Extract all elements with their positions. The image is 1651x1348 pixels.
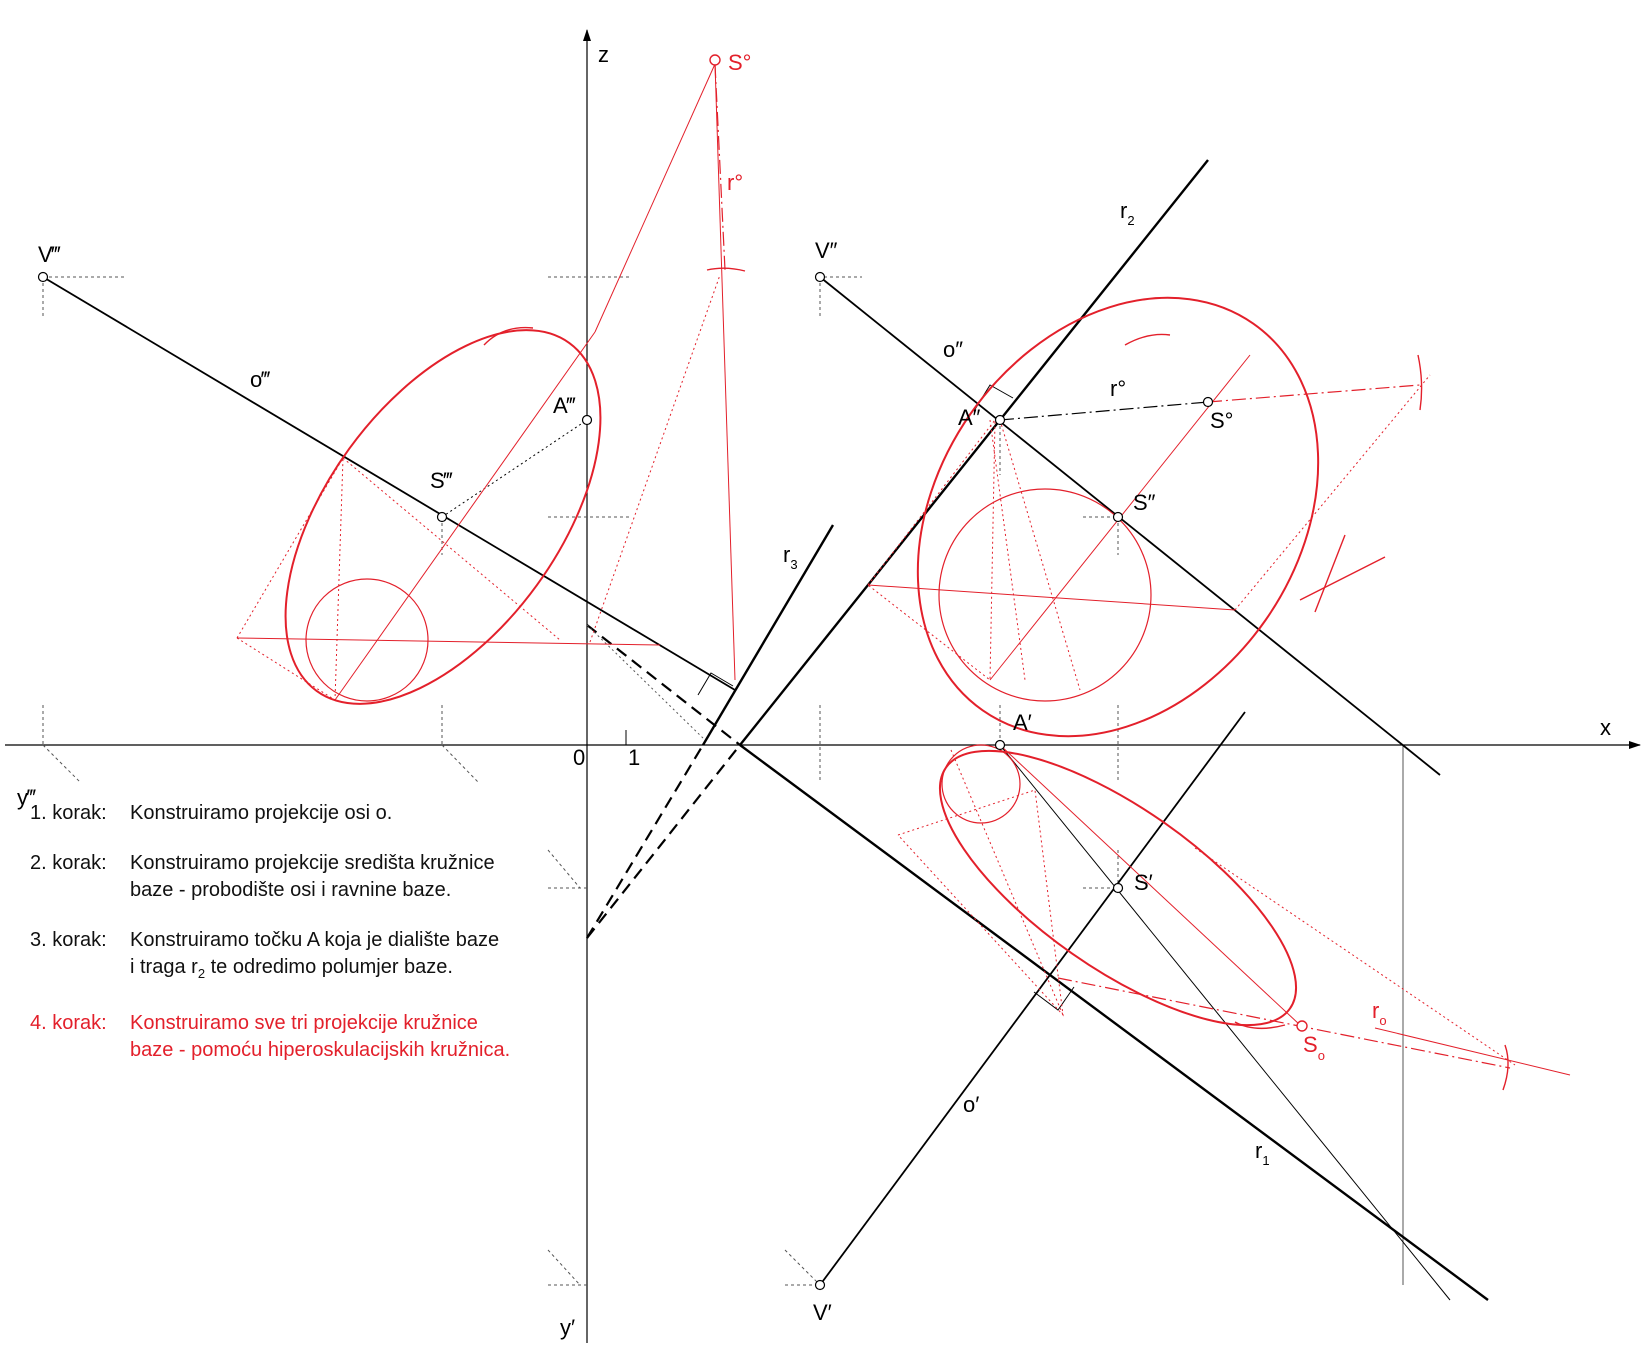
right-angle-mark-o1 <box>1034 987 1074 1010</box>
r0-front-dashdot <box>1000 402 1208 420</box>
label-S0-front: S° <box>1210 408 1234 433</box>
trace-r2 <box>740 160 1208 745</box>
label-r0-low: $r_o$ <box>1372 998 1387 1028</box>
labels <box>17 42 1611 1340</box>
label-V1: V′ <box>813 1300 832 1325</box>
black-lines <box>43 160 1488 1300</box>
label-V3: V‴ <box>38 242 61 267</box>
label-S2: S″ <box>1133 490 1156 515</box>
label-A1: A′ <box>1013 710 1032 735</box>
step-text: Konstruiramo projekcije osi o. <box>130 802 393 824</box>
step-text: Konstruiramo projekcije središta kružnice <box>130 852 495 874</box>
label-A3: A‴ <box>553 393 576 418</box>
step-number: 3. korak: <box>30 929 107 951</box>
red-points <box>710 55 1307 1031</box>
step-2 <box>30 850 590 904</box>
step-text-cont: baze - pomoću hiperoskulacijskih kružnica. <box>130 1039 511 1061</box>
step-text: Konstruiramo točku A koja je dialište baze <box>130 929 500 951</box>
label-z: z <box>598 42 609 67</box>
point-V2 <box>816 273 825 282</box>
label-r0-top: r° <box>727 170 744 195</box>
step-number: 4. korak: <box>30 1012 107 1034</box>
osculating-circle-top <box>942 745 1020 823</box>
step-text: Konstruiramo sve tri projekcije kružnice <box>130 1012 478 1034</box>
label-S0-top: S° <box>728 50 752 75</box>
label-V2: V″ <box>815 238 838 263</box>
trace-r3 <box>703 525 833 745</box>
point-S0-top <box>710 55 720 65</box>
label-y3: y‴ <box>17 785 36 810</box>
label-x: x <box>1600 715 1611 740</box>
label-S0-low: $S_o$ <box>1303 1032 1325 1063</box>
r0-low-dashdot <box>1058 978 1510 1068</box>
label-o3: o‴ <box>250 367 271 392</box>
step-text-cont: i traga $r_2$ te odredimo polumjer baze. <box>130 956 453 981</box>
label-r2: $r_2$ <box>1120 198 1135 228</box>
label-S3: S‴ <box>430 468 453 493</box>
step-number: 2. korak: <box>30 852 107 874</box>
label-o2: o″ <box>943 337 964 362</box>
trace-r1-hidden <box>587 625 740 745</box>
r0-front-dashdot-red <box>1208 385 1420 402</box>
point-A1 <box>996 741 1005 750</box>
point-S0-low <box>1297 1021 1307 1031</box>
label-unit: 1 <box>628 745 641 770</box>
label-origin: 0 <box>573 745 586 770</box>
label-A2: A″ <box>958 405 981 430</box>
step-text-cont: baze - probodište osi i ravnine baze. <box>130 879 452 901</box>
r0-top-dashdot <box>715 64 725 270</box>
axis-o3 <box>43 277 735 690</box>
axis-o1 <box>820 712 1245 1285</box>
step-number: 1. korak: <box>30 802 107 824</box>
step-3 <box>30 927 590 987</box>
point-V1 <box>816 1281 825 1290</box>
r3-foot-dotted <box>587 625 705 740</box>
label-r3: $r_3$ <box>783 542 798 572</box>
label-r1: $r_1$ <box>1255 1138 1270 1168</box>
a3-s3-dotted <box>442 420 587 517</box>
axis-o2 <box>820 277 1440 775</box>
point-S0-front <box>1204 398 1213 407</box>
point-S3 <box>438 513 447 522</box>
points <box>39 273 1213 1290</box>
label-y1: y′ <box>560 1315 576 1340</box>
right-angle-mark-o3 <box>698 673 733 695</box>
step-1 <box>30 800 590 827</box>
point-S2 <box>1114 513 1123 522</box>
label-S1: S′ <box>1134 870 1153 895</box>
construction-steps <box>30 800 590 1087</box>
point-A3 <box>583 416 592 425</box>
label-r0-front: r° <box>1110 376 1127 401</box>
point-A2 <box>996 416 1005 425</box>
label-o1: o′ <box>963 1092 980 1117</box>
point-V3 <box>39 273 48 282</box>
trace-r2-hidden <box>587 745 740 938</box>
point-S1 <box>1114 884 1123 893</box>
trace-r3-hidden <box>587 745 703 938</box>
step-4 <box>30 1010 590 1064</box>
